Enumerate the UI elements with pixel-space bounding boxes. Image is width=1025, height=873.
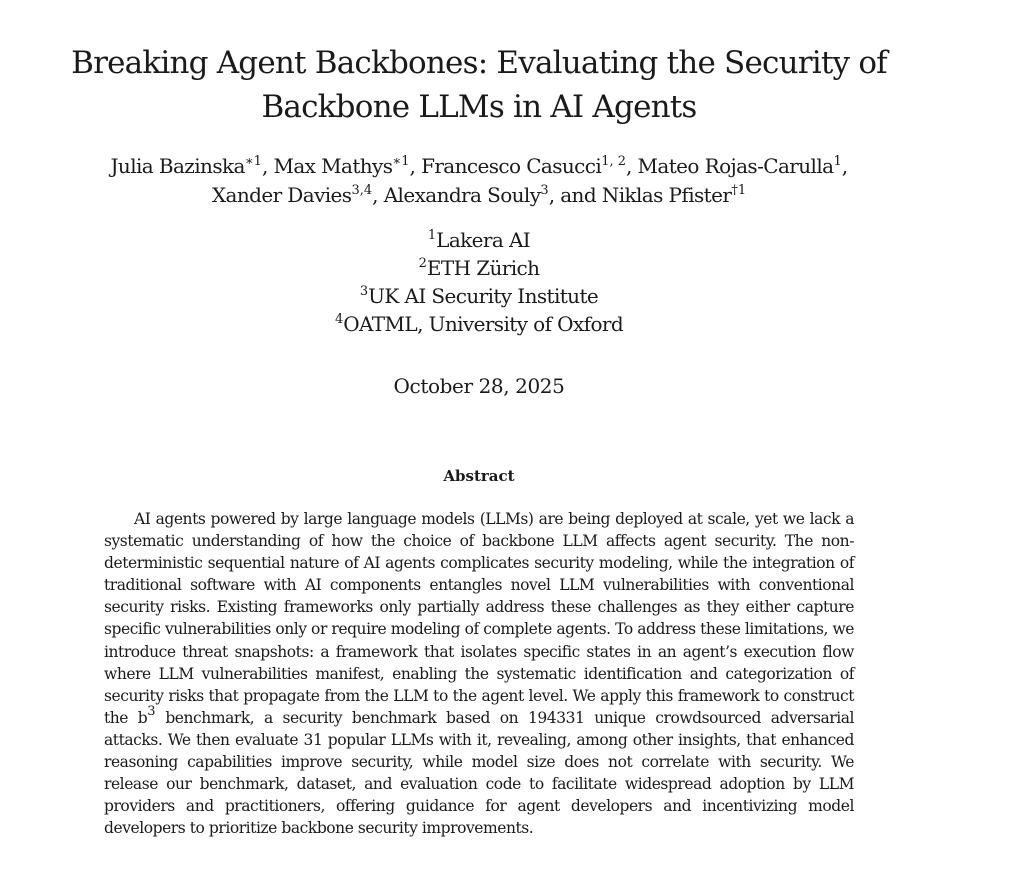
paper-title-line-2: Backbone LLMs in AI Agents (261, 89, 697, 125)
affiliation: $^4$OATML, University of Oxford (334, 312, 624, 336)
author: Xander Davies$^{3,4}$ (211, 183, 373, 207)
author: Francesco Casucci$^{1, 2}$ (421, 154, 626, 178)
affiliation-list (0, 226, 958, 338)
author: Julia Bazinska$^{∗1}$ (110, 154, 262, 178)
abstract-heading: Abstract (443, 467, 515, 485)
affiliation: $^3$UK AI Security Institute (359, 284, 599, 308)
author: and Niklas Pfister$^{\dagger 1}$ (560, 183, 747, 207)
author: Max Mathys$^{∗1}$ (273, 154, 410, 178)
publication-date: October 28, 2025 (393, 374, 565, 398)
paper-title-line-1: Breaking Agent Backbones: Evaluating the Security of (71, 45, 887, 81)
author: Alexandra Souly$^3$ (383, 183, 549, 207)
affiliation: $^1$Lakera AI (427, 228, 531, 252)
author-list-line-1: Julia Bazinska$^{∗1}$, Max Mathys$^{∗1}$, Francesco Casucci$^{1, 2}$, Mateo Rojas-Carulla$^1$, (110, 154, 848, 178)
author-list-line-2: Xander Davies$^{3,4}$, Alexandra Souly$^3$, and Niklas Pfister$^{\dagger 1}$ (211, 183, 747, 207)
author: Mateo Rojas-Carulla$^1$ (637, 154, 842, 178)
affiliation: $^2$ETH Zürich (418, 256, 540, 280)
abstract-paragraph: AI agents powered by large language models (LLMs) are being deployed at scale, yet we lack a systematic understanding of how the choice of backbone LLM affects agent security. The non-deterministic sequential nature of AI agents complicates security modeling, while the integration of traditional software with AI components entangles novel LLM vulnerabilities with conventional security risks. Existing frameworks only partially address these challenges as they either capture specific vulnerabilities only or require modeling of complete agents. To address these limitations, we introduce threat snapshots: a framework that isolates specific states in an agent’s execution flow where LLM vulnerabilities manifest, enabling the systematic identification and categorization of security risks that propagate from the LLM to the agent level. We apply this framework to construct the $b^3$ benchmark, a security benchmark based on 194331 unique crowdsourced adversarial attacks. We then evaluate 31 popular LLMs with it, revealing, among other insights, that enhanced reasoning capabilities improve security, while model size does not correlate with security. We release our benchmark, dataset, and evaluation code to facilitate widespread adoption by LLM providers and practitioners, offering guidance for agent developers and incentivizing model developers to prioritize backbone security improvements. (104, 510, 855, 838)
